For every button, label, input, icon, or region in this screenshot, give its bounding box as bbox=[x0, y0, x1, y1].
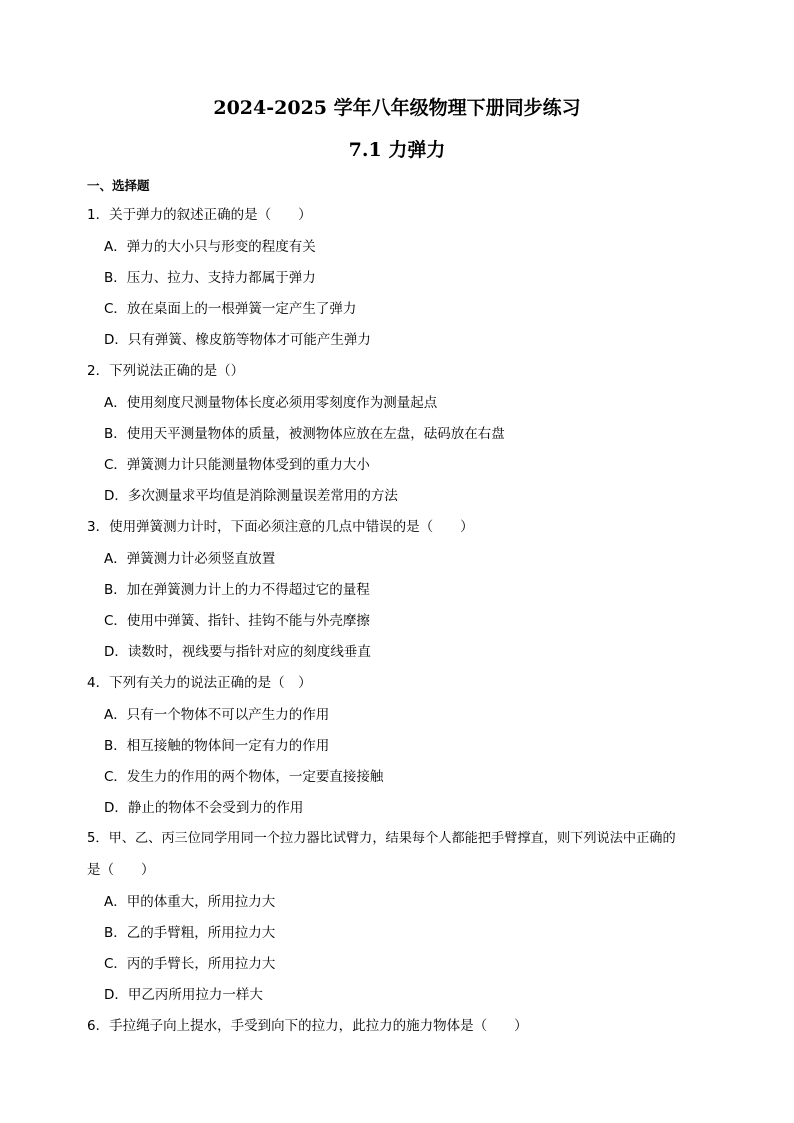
question-5-option-c: C．丙的手臂长，所用拉力大 bbox=[104, 956, 276, 972]
question-4-stem: 4．下列有关力的说法正确的是（ ） bbox=[87, 675, 312, 691]
question-5-option-a: A．甲的体重大，所用拉力大 bbox=[104, 894, 276, 910]
question-3-option-a: A．弹簧测力计必须竖直放置 bbox=[104, 551, 276, 567]
question-2-stem: 2．下列说法正确的是（） bbox=[87, 363, 245, 379]
question-4-option-b: B．相互接触的物体间一定有力的作用 bbox=[104, 738, 330, 754]
question-3-option-b: B．加在弹簧测力计上的力不得超过它的量程 bbox=[104, 582, 370, 598]
question-1-option-a: A．弹力的大小只与形变的程度有关 bbox=[104, 239, 316, 255]
question-4-option-d: D．静止的物体不会受到力的作用 bbox=[104, 800, 304, 816]
question-5-option-d: D．甲乙丙所用拉力一样大 bbox=[104, 987, 263, 1003]
section-heading: 一、选择题 bbox=[87, 178, 150, 193]
question-2-option-a: A．使用刻度尺测量物体长度必须用零刻度作为测量起点 bbox=[104, 395, 438, 411]
question-5-stem-line-2: 是（ ） bbox=[87, 862, 155, 878]
question-5-option-b: B．乙的手臂粗，所用拉力大 bbox=[104, 925, 276, 941]
question-1-stem: 1．关于弹力的叙述正确的是（ ） bbox=[87, 207, 312, 223]
question-2-option-c: C．弹簧测力计只能测量物体受到的重力大小 bbox=[104, 457, 370, 473]
question-6-stem: 6．手拉绳子向上提水，手受到向下的拉力，此拉力的施力物体是（ ） bbox=[87, 1018, 528, 1034]
question-1-option-b: B．压力、拉力、支持力都属于弹力 bbox=[104, 270, 316, 286]
question-1-option-d: D．只有弹簧、橡皮筋等物体才可能产生弹力 bbox=[104, 332, 371, 348]
question-1-option-c: C．放在桌面上的一根弹簧一定产生了弹力 bbox=[104, 301, 357, 317]
question-5-stem-line-1: 5．甲、乙、丙三位同学用同一个拉力器比试臂力，结果每个人都能把手臂撑直，则下列说法中正确的 bbox=[87, 831, 676, 846]
question-3-option-d: D．读数时，视线要与指针对应的刻度线垂直 bbox=[104, 644, 371, 660]
question-4-option-a: A．只有一个物体不可以产生力的作用 bbox=[104, 707, 330, 723]
question-4-option-c: C．发生力的作用的两个物体，一定要直接接触 bbox=[104, 769, 384, 785]
question-3-option-c: C．使用中弹簧、指针、挂钩不能与外壳摩擦 bbox=[104, 613, 370, 629]
question-2-option-b: B．使用天平测量物体的质量，被测物体应放在左盘，砝码放在右盘 bbox=[104, 426, 505, 442]
question-2-option-d: D．多次测量求平均值是消除测量误差常用的方法 bbox=[104, 488, 398, 504]
document-title: 2024-2025 学年八年级物理下册同步练习 bbox=[213, 97, 581, 119]
document-subtitle: 7.1 力弹力 bbox=[348, 139, 446, 161]
question-3-stem: 3．使用弹簧测力计时，下面必须注意的几点中错误的是（ ） bbox=[87, 519, 474, 535]
